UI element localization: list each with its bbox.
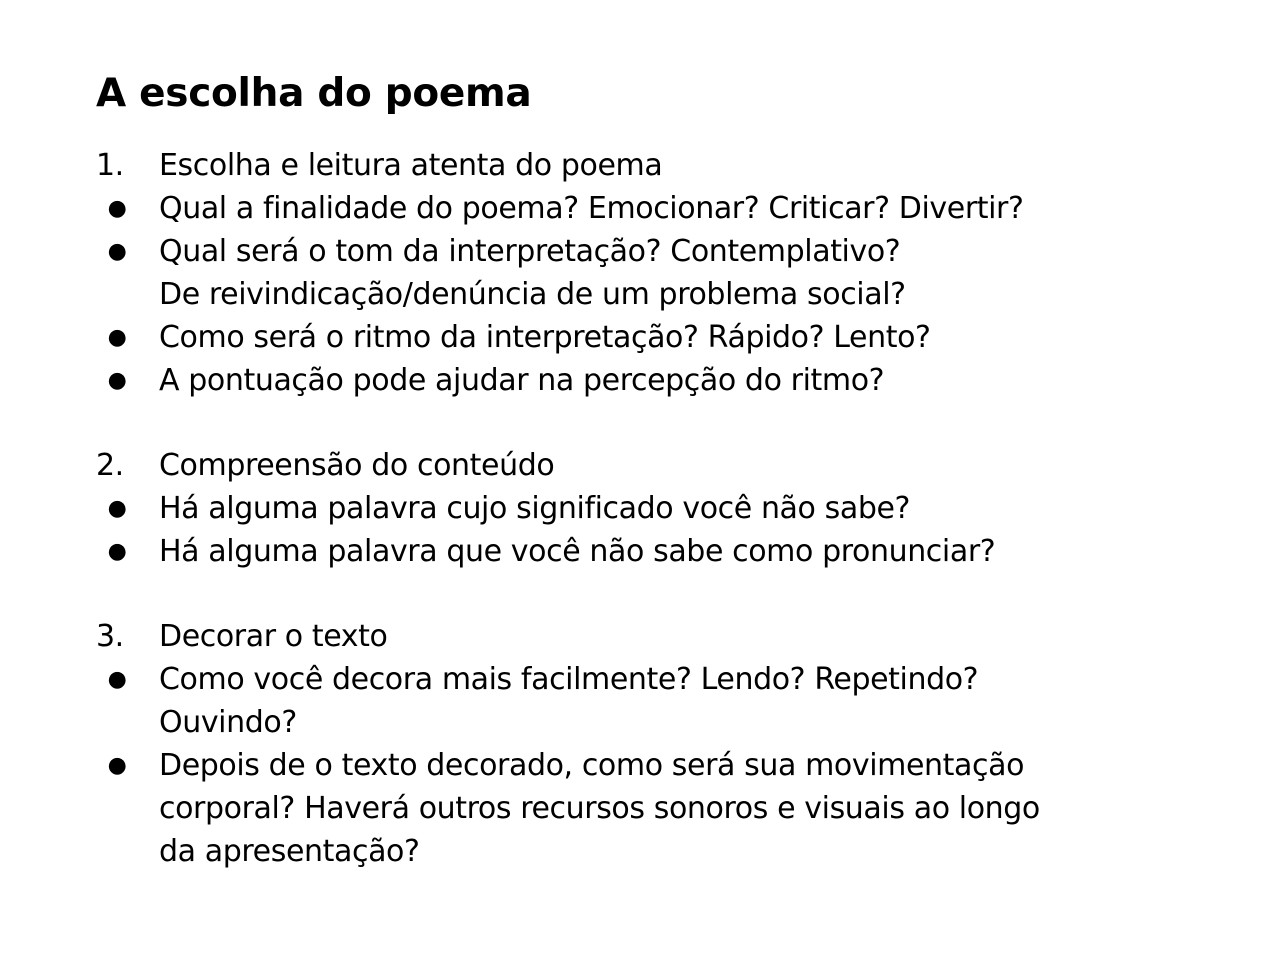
item-heading: Decorar o texto — [159, 619, 388, 654]
numbered-item — [96, 444, 1196, 487]
bullet-icon: ● — [107, 753, 127, 778]
bullet-text — [159, 744, 1196, 873]
bullet-item — [96, 187, 1196, 230]
section-1 — [96, 144, 1196, 402]
slide — [96, 68, 1196, 873]
bullet-line: Depois de o texto decorado, como será sua movimentação — [159, 748, 1025, 783]
section-3 — [96, 615, 1196, 873]
bullet-icon: ● — [107, 196, 127, 221]
bullet-item — [96, 658, 1196, 744]
bullet-text — [159, 230, 1196, 316]
bullet-line: De reivindicação/denúncia de um problema social? — [159, 277, 906, 312]
item-number: 2. — [96, 448, 124, 483]
bullet-line: da apresentação? — [159, 834, 420, 869]
bullet-item — [96, 744, 1196, 873]
bullet-line: Qual será o tom da interpretação? Contemplativo? — [159, 234, 901, 269]
bullet-icon: ● — [107, 239, 127, 264]
bullet-text: Como será o ritmo da interpretação? Rápido? Lento? — [159, 320, 931, 355]
bullet-text — [159, 658, 1196, 744]
bullet-icon: ● — [107, 667, 127, 692]
bullet-item — [96, 487, 1196, 530]
bullet-line: Ouvindo? — [159, 705, 297, 740]
section-2 — [96, 444, 1196, 573]
bullet-icon: ● — [107, 496, 127, 521]
bullet-text: A pontuação pode ajudar na percepção do ritmo? — [159, 363, 885, 398]
bullet-icon: ● — [107, 325, 127, 350]
slide-title: A escolha do poema — [96, 71, 532, 116]
bullet-icon: ● — [107, 368, 127, 393]
item-heading: Compreensão do conteúdo — [159, 448, 555, 483]
bullet-text: Há alguma palavra que você não sabe como pronunciar? — [159, 534, 996, 569]
item-heading: Escolha e leitura atenta do poema — [159, 148, 663, 183]
item-number: 1. — [96, 148, 124, 183]
bullet-text: Há alguma palavra cujo significado você não sabe? — [159, 491, 911, 526]
bullet-icon: ● — [107, 539, 127, 564]
bullet-item — [96, 530, 1196, 573]
bullet-item — [96, 316, 1196, 359]
numbered-item — [96, 615, 1196, 658]
bullet-text: Qual a finalidade do poema? Emocionar? Criticar? Divertir? — [159, 191, 1024, 226]
bullet-line: corporal? Haverá outros recursos sonoros e visuais ao longo — [159, 791, 1040, 826]
bullet-item — [96, 230, 1196, 316]
numbered-item — [96, 144, 1196, 187]
bullet-line: Como você decora mais facilmente? Lendo? Repetindo? — [159, 662, 979, 697]
bullet-item — [96, 359, 1196, 402]
item-number: 3. — [96, 619, 124, 654]
